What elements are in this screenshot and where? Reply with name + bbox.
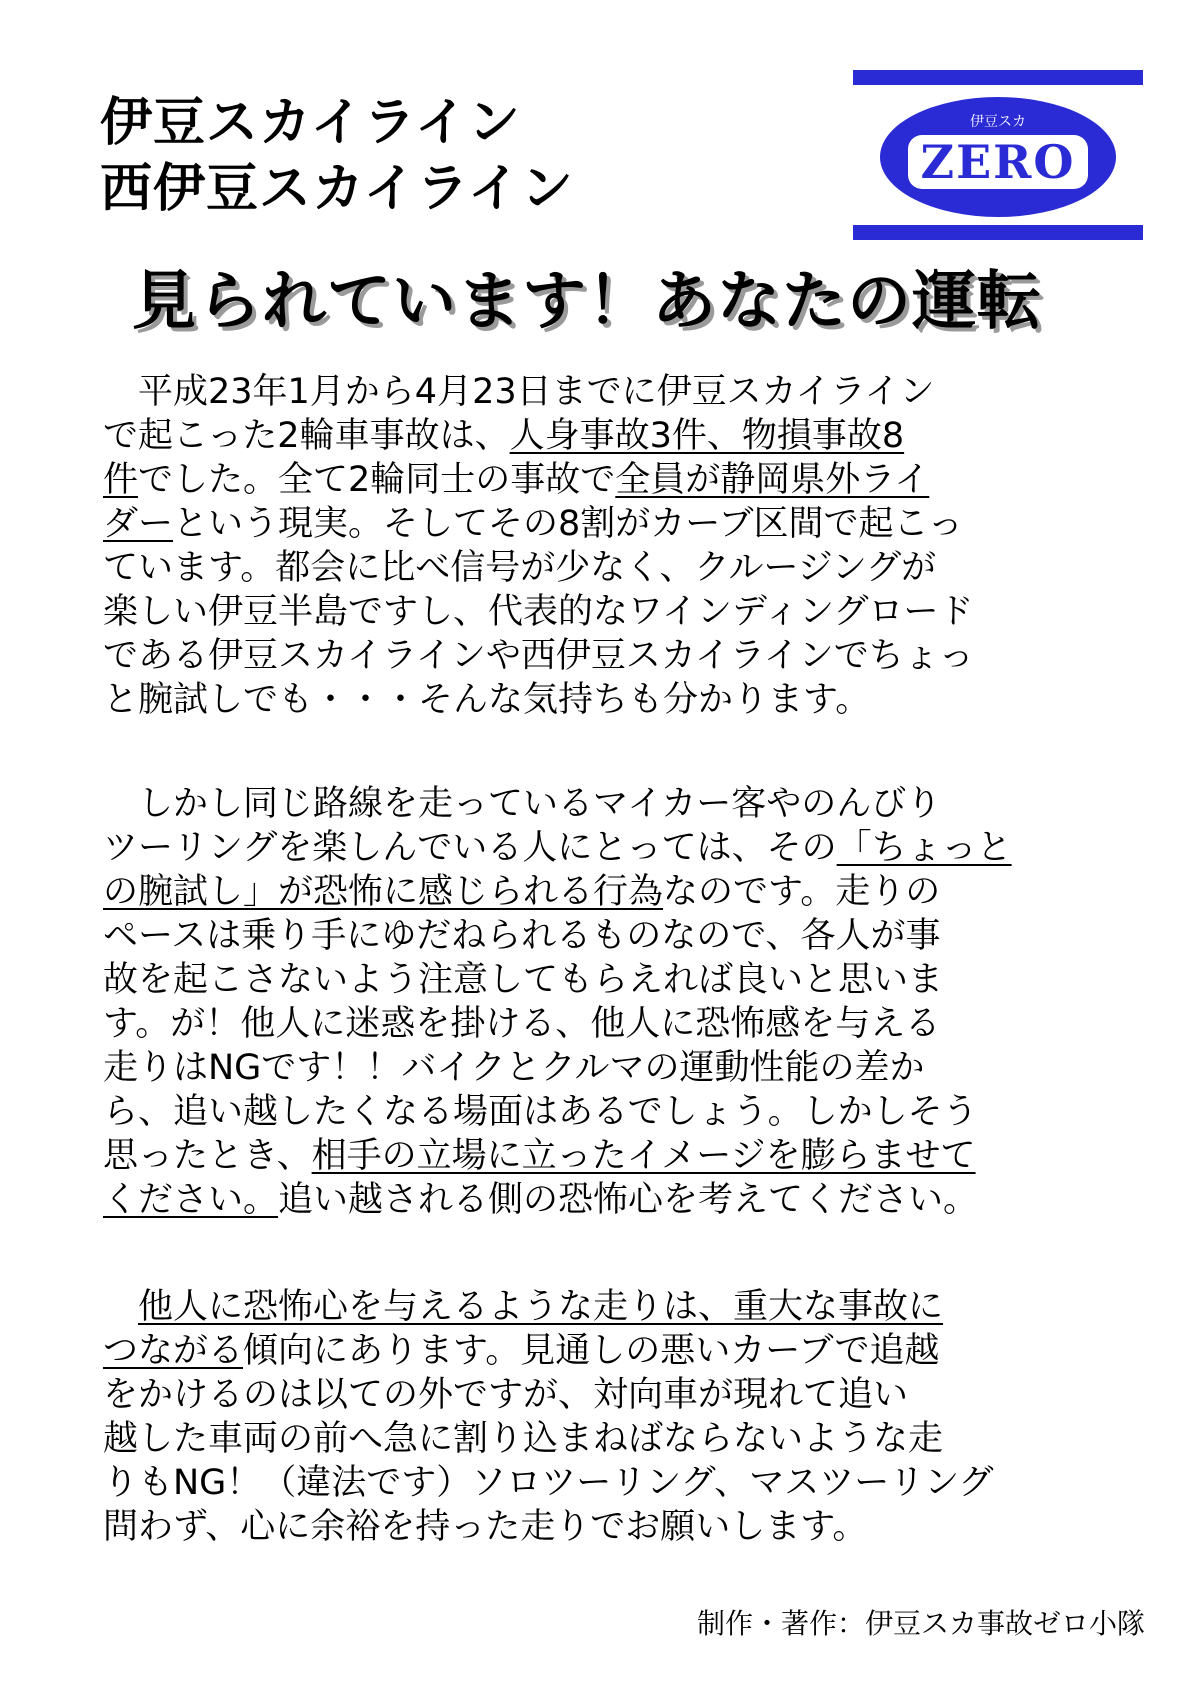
p3-underline: 他人に恐怖心を与えるような走りは、重大な事故に: [138, 1287, 944, 1327]
p2-underline: 相手の立場に立ったイメージを膨らませて: [311, 1136, 976, 1176]
p1-line: である伊豆スカイラインや西伊豆スカイラインでちょっ: [103, 636, 974, 676]
p3-underline: つながる: [103, 1331, 244, 1371]
p2-line: [103, 870, 1113, 914]
p2-underline: ください。: [103, 1180, 279, 1220]
logo-inner-box: [908, 135, 1088, 189]
p2-line: [103, 1178, 1113, 1222]
p1-underline: ダー: [103, 504, 174, 544]
logo-word: ZERO: [920, 135, 1076, 189]
p2-line: 故を起こさないよう注意してもらえれば良いと思いま: [103, 960, 944, 1000]
p1-line: と腕試しでも・・・そんな気持ちも分かります。: [103, 680, 871, 720]
header-title: [100, 90, 574, 222]
p1-text: でした。全て2輪同士の事故で: [138, 460, 616, 500]
title-line-2: 西伊豆スカイライン: [100, 159, 574, 219]
logo-bottom-bar: [853, 225, 1143, 240]
p3-text: 傾向にあります。見通しの悪いカーブで追越: [243, 1331, 940, 1371]
p2-text: 追い越される側の恐怖心を考えてください。: [278, 1180, 979, 1220]
p2-line: す。が！他人に迷惑を掛ける、他人に恐怖感を与える: [103, 1004, 941, 1044]
zero-logo: [853, 70, 1143, 245]
p2-text: なのです。走りの: [663, 872, 941, 912]
p1-line: 楽しい伊豆半島ですし、代表的なワインディングロード: [103, 592, 974, 632]
p2-text: 思ったとき、: [103, 1136, 312, 1176]
p2-line: [103, 826, 1113, 870]
p2-underline: の腕試し」が恐怖に感じられる行為: [103, 872, 664, 912]
p3-text: [103, 1287, 138, 1327]
p3-line: [103, 1285, 1113, 1329]
logo-oval: [880, 97, 1116, 217]
logo-small-text: 伊豆スカ: [970, 114, 1026, 130]
p1-line: ています。都会に比べ信号が少なく、クルージングが: [103, 548, 937, 588]
p1-line: [103, 502, 1113, 546]
p1-line: [103, 458, 1113, 502]
p2-line: ペースは乗り手にゆだねられるものなので、各人が事: [103, 916, 941, 956]
p2-line: 走りはNGです！！バイクとクルマの運動性能の差か: [103, 1048, 925, 1088]
p2-line: しかし同じ路線を走っているマイカー客やのんびり: [103, 784, 942, 824]
title-line-1: 伊豆スカイライン: [100, 93, 521, 153]
paragraph-2: [103, 782, 1113, 1222]
p2-line: [103, 1134, 1113, 1178]
p3-line: りもNG！（違法です）ソロツーリング、マスツーリング: [103, 1463, 994, 1503]
p1-text: で起こった2輪車事故は、: [103, 416, 510, 456]
paragraph-1: [103, 370, 1113, 722]
p3-line: をかけるのは以ての外ですが、対向車が現れて追い: [103, 1375, 909, 1415]
logo-top-bar: [853, 70, 1143, 85]
headline: 見られています！あなたの運転: [132, 265, 1042, 339]
p1-line: [103, 414, 1113, 458]
p2-text: ツーリングを楽しんでいる人にとっては、その: [103, 828, 837, 868]
p1-underline: 人身事故3件、物損事故8: [509, 416, 905, 456]
credit-line: 制作・著作：伊豆スカ事故ゼロ小隊: [696, 1607, 1145, 1640]
p3-line: 問わず、心に余裕を持った走りでお願いします。: [103, 1507, 868, 1547]
p1-text: という現実。そしてその8割がカーブ区間で起こっ: [173, 504, 963, 544]
p3-line: [103, 1329, 1113, 1373]
p3-line: 越した車両の前へ急に割り込まねばならないような走: [103, 1419, 944, 1459]
paragraph-3: [103, 1285, 1113, 1549]
p2-underline: 「ちょっと: [836, 828, 1012, 868]
p1-line: 平成23年1月から4月23日までに伊豆スカイライン: [103, 372, 935, 412]
p2-line: ら、追い越したくなる場面はあるでしょう。しかしそう: [103, 1092, 978, 1132]
p1-underline: 件: [103, 460, 139, 500]
p1-underline: 全員が静岡県外ライ: [615, 460, 930, 500]
